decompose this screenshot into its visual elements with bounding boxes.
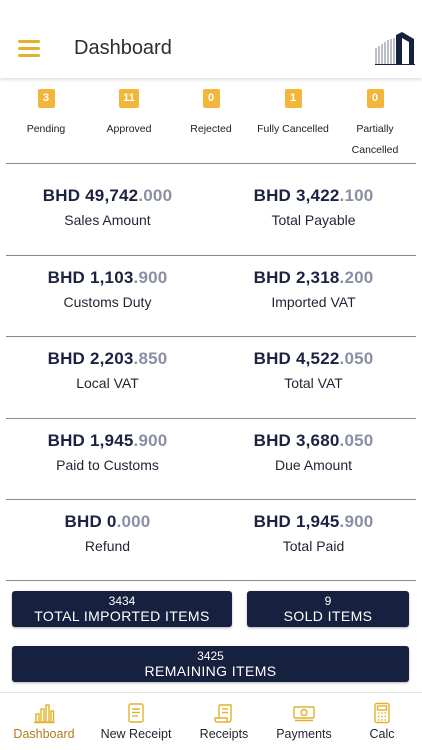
stat-label: Due Amount xyxy=(274,457,353,473)
stat-due-amount xyxy=(208,431,419,473)
tab-new-receipt[interactable] xyxy=(94,693,178,750)
tab-label: Calc xyxy=(369,727,395,741)
stat-label: Sales Amount xyxy=(64,212,151,228)
stat-amount: BHD 3,680.050 xyxy=(253,431,374,450)
status-rejected[interactable] xyxy=(181,88,241,140)
stat-label: Customs Duty xyxy=(63,294,152,310)
app-header xyxy=(0,0,422,78)
status-label: Partially Cancelled xyxy=(351,123,399,156)
stat-refund xyxy=(2,512,213,554)
imported-items-count: 3434 xyxy=(108,594,136,608)
status-count-badge: 0 xyxy=(367,89,384,108)
page-title: Dashboard xyxy=(74,37,172,59)
sold-items-label: SOLD ITEMS xyxy=(283,608,373,624)
divider xyxy=(6,163,416,164)
stat-paid-to-customs xyxy=(2,431,213,473)
tab-payments[interactable] xyxy=(262,693,346,750)
status-count-badge: 11 xyxy=(119,89,139,108)
stat-amount: BHD 4,522.050 xyxy=(253,349,374,368)
stat-customs-duty xyxy=(2,268,213,310)
status-label: Rejected xyxy=(190,123,232,135)
status-label: Approved xyxy=(106,123,152,135)
divider xyxy=(6,336,416,337)
stat-amount: BHD 3,422.100 xyxy=(253,186,374,205)
tab-label: Dashboard xyxy=(13,727,75,741)
stat-label: Paid to Customs xyxy=(56,457,159,473)
status-count-badge: 3 xyxy=(38,89,55,108)
stat-amount: BHD 0.000 xyxy=(64,512,151,531)
tab-label: Payments xyxy=(276,727,332,741)
divider xyxy=(6,255,416,256)
remaining-items-button[interactable] xyxy=(12,646,409,682)
stat-amount: BHD 2,203.850 xyxy=(47,349,168,368)
stat-amount: BHD 2,318.200 xyxy=(253,268,374,287)
cash-icon xyxy=(293,702,315,724)
stat-amount: BHD 1,945.900 xyxy=(47,431,168,450)
stat-local-vat xyxy=(2,349,213,391)
stat-total-vat xyxy=(208,349,419,391)
remaining-items-count: 3425 xyxy=(197,649,224,663)
stat-label: Refund xyxy=(84,538,131,554)
tab-receipts[interactable] xyxy=(182,693,266,750)
total-imported-items-button[interactable] xyxy=(12,591,232,627)
status-partially-cancelled[interactable] xyxy=(345,88,405,161)
stat-label: Total Paid xyxy=(282,538,345,554)
divider xyxy=(6,580,416,581)
stat-label: Total Payable xyxy=(271,212,356,228)
status-approved[interactable] xyxy=(94,88,164,140)
stat-sales-amount xyxy=(2,186,213,228)
tab-calc[interactable] xyxy=(340,693,422,750)
status-fully-cancelled[interactable] xyxy=(253,88,333,140)
stat-amount: BHD 1,945.900 xyxy=(253,512,374,531)
status-label: Fully Cancelled xyxy=(257,123,329,135)
stat-amount: BHD 1,103.900 xyxy=(47,268,168,287)
divider xyxy=(6,418,416,419)
status-summary xyxy=(0,88,422,160)
stat-amount: BHD 49,742.000 xyxy=(42,186,173,205)
receipt-scroll-icon xyxy=(213,702,235,724)
document-icon xyxy=(125,702,147,724)
stat-total-payable xyxy=(208,186,419,228)
sold-items-button[interactable] xyxy=(247,591,409,627)
stat-label: Total VAT xyxy=(284,375,343,391)
stat-total-paid xyxy=(208,512,419,554)
sold-items-count: 9 xyxy=(324,594,332,608)
status-label: Pending xyxy=(26,123,66,135)
status-count-badge: 0 xyxy=(203,89,220,108)
remaining-items-label: REMAINING ITEMS xyxy=(144,663,277,679)
tab-dashboard[interactable] xyxy=(2,693,86,750)
bar-chart-icon xyxy=(33,702,55,724)
hamburger-menu-icon[interactable] xyxy=(18,40,40,56)
calculator-icon xyxy=(371,702,393,724)
stat-imported-vat xyxy=(208,268,419,310)
divider xyxy=(6,499,416,500)
tab-label: New Receipt xyxy=(100,727,172,741)
bottom-tab-bar xyxy=(0,692,422,750)
building-logo-icon xyxy=(374,30,416,66)
stat-label: Imported VAT xyxy=(271,294,356,310)
imported-items-label: TOTAL IMPORTED ITEMS xyxy=(34,608,210,624)
tab-label: Receipts xyxy=(199,727,249,741)
status-count-badge: 1 xyxy=(285,89,302,108)
stat-label: Local VAT xyxy=(76,375,139,391)
status-pending[interactable] xyxy=(16,88,76,140)
